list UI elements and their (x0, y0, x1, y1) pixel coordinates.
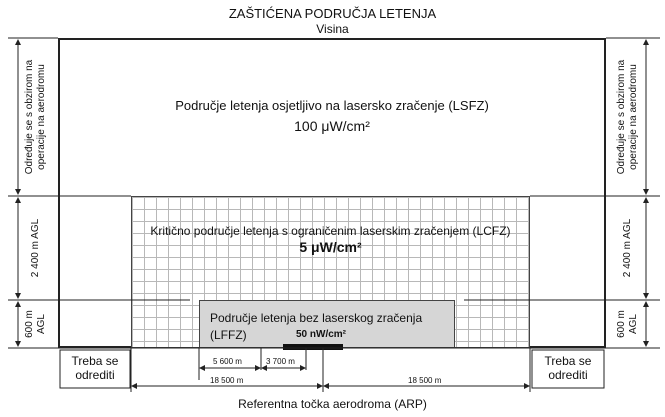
side-label-lower-right: 600 m AGL (616, 310, 639, 338)
left-box-text: Treba se odrediti (71, 354, 119, 382)
dim-18500-right: 18 500 m (408, 376, 442, 385)
axis-title-height: Visina (316, 22, 349, 36)
dim-3700: 3 700 m (266, 357, 295, 366)
lsfz-value: 100 μW/cm² (294, 118, 370, 134)
diagram-title: ZAŠTIĆENA PODRUČJA LETENJA (228, 6, 437, 21)
lcfz-label: Kritično područje letenja s ograničenim laserskim zračenjem (LCFZ) (150, 224, 511, 238)
side-label-lower-left: 600 m AGL (24, 310, 47, 338)
lffz-label: Područje letenja bez laserskog zračenja (210, 311, 423, 325)
dim-18500-left: 18 500 m (210, 376, 244, 385)
side-label-upper-left: Određuje se s obzirom na operacije na aerodromu (24, 59, 47, 175)
lcfz-value: 5 μW/cm² (299, 239, 362, 255)
side-label-middle-left: 2 400 m AGL (30, 218, 41, 278)
side-label-upper-right: Određuje se s obzirom na operacije na aerodromu (616, 59, 639, 175)
side-label-middle-right: 2 400 m AGL (622, 218, 633, 278)
right-box-text: Treba se odrediti (544, 354, 592, 382)
arp-label: Referentna točka aerodroma (ARP) (238, 397, 427, 411)
dim-5600: 5 600 m (213, 357, 242, 366)
lffz-value: 50 nW/cm² (296, 329, 347, 340)
lsfz-label: Područje letenja osjetljivo na lasersko zračenje (LSFZ) (175, 98, 489, 113)
lffz-code: (LFFZ) (210, 328, 247, 342)
